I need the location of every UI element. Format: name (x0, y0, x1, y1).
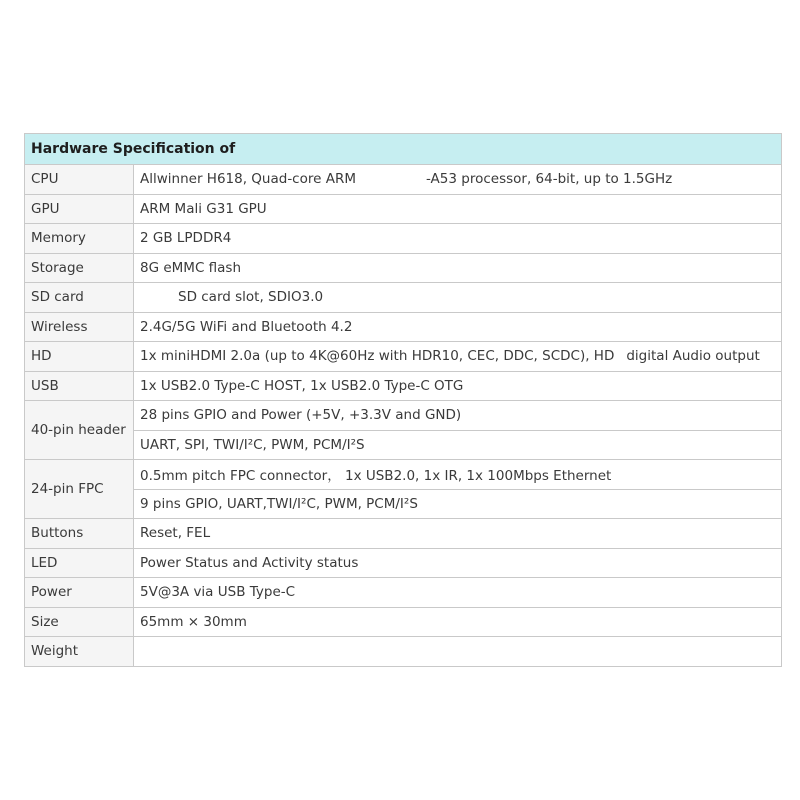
sd-card-value: SD card slot, SDIO3.0 (178, 289, 324, 306)
row-value-storage: 8G eMMC flash (134, 253, 782, 283)
table-row-40-pin-header-cont (25, 430, 782, 460)
row-value-power: 5V@3A via USB Type-C (134, 578, 782, 608)
table-title: Hardware Specification of (25, 134, 782, 165)
row-label-wireless: Wireless (25, 312, 134, 342)
table-row-weight (25, 637, 782, 667)
row-label-power: Power (25, 578, 134, 608)
row-value-size: 65mm × 30mm (134, 607, 782, 637)
row-value-cpu (134, 165, 782, 195)
hd-value-part-a: 1x miniHDMI 2.0a (up to 4K@60Hz with HDR10, CEC, DDC, SCDC), HD (140, 348, 615, 365)
table-row-sd-card (25, 283, 782, 313)
table-row-cpu (25, 165, 782, 195)
table-row-24-pin-fpc (25, 460, 782, 490)
row-value-memory: 2 GB LPDDR4 (134, 224, 782, 254)
table-row-storage (25, 253, 782, 283)
row-label-hd: HD (25, 342, 134, 372)
hd-value-part-b: digital Audio output (626, 348, 760, 365)
table-row-hd (25, 342, 782, 372)
row-label-weight: Weight (25, 637, 134, 667)
row-value-usb: 1x USB2.0 Type-C HOST, 1x USB2.0 Type-C OTG (134, 371, 782, 401)
row-value-sd-card (134, 283, 782, 313)
row-value-24-pin-fpc-1: 0.5mm pitch FPC connector， 1x USB2.0, 1x IR, 1x 100Mbps Ethernet (134, 460, 782, 490)
hardware-spec-table (24, 133, 782, 667)
table-row-gpu (25, 194, 782, 224)
row-value-hd (134, 342, 782, 372)
row-value-40-pin-header-2: UART, SPI, TWI/I²C, PWM, PCM/I²S (134, 430, 782, 460)
row-value-weight (134, 637, 782, 667)
table-row-memory (25, 224, 782, 254)
table-row-wireless (25, 312, 782, 342)
row-label-usb: USB (25, 371, 134, 401)
table-row-usb (25, 371, 782, 401)
row-label-buttons: Buttons (25, 519, 134, 549)
row-value-gpu: ARM Mali G31 GPU (134, 194, 782, 224)
row-label-24-pin-fpc: 24-pin FPC (25, 460, 134, 519)
row-label-storage: Storage (25, 253, 134, 283)
row-label-cpu: CPU (25, 165, 134, 195)
row-value-40-pin-header-1: 28 pins GPIO and Power (+5V, +3.3V and GND) (134, 401, 782, 431)
row-value-buttons: Reset, FEL (134, 519, 782, 549)
row-value-led: Power Status and Activity status (134, 548, 782, 578)
row-label-memory: Memory (25, 224, 134, 254)
table-row-power (25, 578, 782, 608)
row-value-wireless: 2.4G/5G WiFi and Bluetooth 4.2 (134, 312, 782, 342)
table-row-size (25, 607, 782, 637)
row-label-size: Size (25, 607, 134, 637)
cpu-value-part-b: -A53 processor, 64-bit, up to 1.5GHz (425, 171, 673, 188)
table-header-row (25, 134, 782, 165)
table-row-24-pin-fpc-cont (25, 489, 782, 519)
row-label-gpu: GPU (25, 194, 134, 224)
table-row-40-pin-header (25, 401, 782, 431)
row-label-40-pin-header: 40-pin header (25, 401, 134, 460)
table-row-buttons (25, 519, 782, 549)
row-label-sd-card: SD card (25, 283, 134, 313)
row-label-led: LED (25, 548, 134, 578)
table-row-led (25, 548, 782, 578)
cpu-value-part-a: Allwinner H618, Quad-core ARM (140, 171, 356, 188)
row-value-24-pin-fpc-2: 9 pins GPIO, UART,TWI/I²C, PWM, PCM/I²S (134, 489, 782, 519)
